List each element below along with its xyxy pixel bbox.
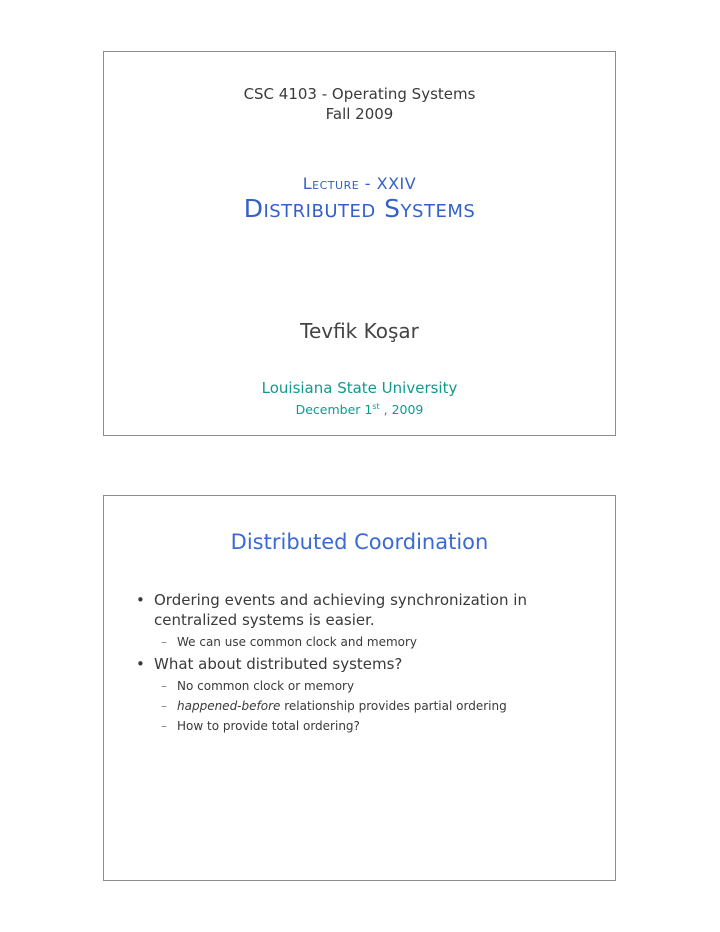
sub-bullet-item xyxy=(136,696,596,716)
bullet-text: Ordering events and achieving synchronization in xyxy=(154,591,527,609)
sub-bullet-item xyxy=(136,716,596,736)
date-ordinal: st xyxy=(372,402,380,411)
slide-distributed-coordination xyxy=(103,495,616,881)
bullet-text: What about distributed systems? xyxy=(154,655,403,673)
sub-bullet-emphasis: happened-before xyxy=(177,699,281,713)
slide-title xyxy=(103,51,616,436)
dash-icon: – xyxy=(161,719,167,733)
course-term: Fall 2009 xyxy=(325,105,394,123)
dash-icon: – xyxy=(161,699,167,713)
date-suffix: , 2009 xyxy=(379,402,424,418)
bullet-list xyxy=(136,590,596,736)
bullet-item xyxy=(136,590,596,630)
slide-main-title: Distributed Systems xyxy=(243,194,476,223)
university-name: Louisiana State University xyxy=(261,379,458,397)
course-title: CSC 4103 - Operating Systems xyxy=(243,85,476,103)
sub-bullet-text: How to provide total ordering? xyxy=(177,719,360,733)
sub-bullet-text: No common clock or memory xyxy=(177,679,355,693)
bullet-text-continued: centralized systems is easier. xyxy=(154,611,375,629)
slide-heading: Distributed Coordination xyxy=(230,530,489,554)
dash-icon: – xyxy=(161,635,167,649)
sub-bullet-item xyxy=(136,676,596,696)
date-prefix: December 1 xyxy=(295,402,373,418)
sub-bullet-item xyxy=(136,632,596,652)
author-name: Tevfik Koşar xyxy=(300,319,419,343)
sub-bullet-text: We can use common clock and memory xyxy=(177,635,418,649)
bullet-item xyxy=(136,654,596,674)
bullet-icon: • xyxy=(136,655,145,673)
lecture-date xyxy=(104,402,615,417)
bullet-icon: • xyxy=(136,591,145,609)
lecture-label: Lecture - XXIV xyxy=(302,174,417,193)
dash-icon: – xyxy=(161,679,167,693)
sub-bullet-text: relationship provides partial ordering xyxy=(280,699,507,713)
